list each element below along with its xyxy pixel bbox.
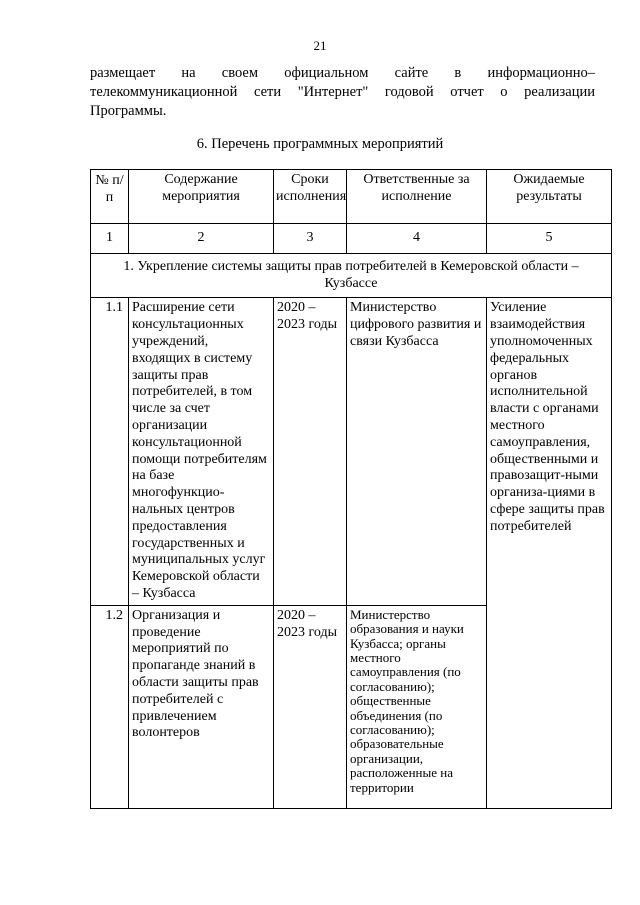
- intro-word: телекоммуникационной: [90, 84, 238, 100]
- header-cell-content: Содержание мероприятия: [129, 170, 274, 224]
- intro-word: реализации: [524, 84, 595, 100]
- header-cell-number: № п/п: [91, 170, 129, 224]
- program-activities-table: [90, 169, 612, 809]
- intro-word: сети: [253, 84, 282, 100]
- column-number: 1: [91, 224, 129, 254]
- section-title: 6. Перечень программных мероприятий: [196, 136, 444, 152]
- section-heading: 1. Укрепление системы защиты прав потребителей в Кемеровской области – Кузбассе: [91, 253, 612, 298]
- row-term: 2020 – 2023 годы: [274, 298, 347, 605]
- header-cell-result: Ожидаемые результаты: [487, 170, 612, 224]
- intro-word: отчет: [450, 84, 484, 100]
- intro-word: в: [454, 65, 462, 81]
- row-content: Организация и проведение мероприятий по пропаганде знаний в области защиты прав потребителей с привлечением волонтеров: [129, 605, 274, 808]
- intro-word: размещает: [90, 65, 156, 81]
- header-cell-responsible: Ответственные за исполнение: [347, 170, 487, 224]
- intro-line-1: [90, 64, 595, 83]
- row-responsible: Министерство образования и науки Кузбасса; органы местного самоуправления (по согласованию); общественные объединения (по согласованию); образовательные организации, расположенные на территории: [347, 605, 487, 808]
- row-responsible: Министерство цифрового развития и связи Кузбасса: [347, 298, 487, 605]
- column-number: 4: [347, 224, 487, 254]
- intro-word: на: [181, 65, 196, 81]
- column-number: 3: [274, 224, 347, 254]
- row-content: Расширение сети консультационных учреждений, входящих в систему защиты прав потребителей, в том числе за счет организации консультационной помощи потребителям на базе многофункцио-нальных центров предоставления государственных и муниципальных услуг Кемеровской области – Кузбасса: [129, 298, 274, 605]
- header-cell-term: Сроки исполнения: [274, 170, 347, 224]
- intro-word: своем: [221, 65, 259, 81]
- column-number: 2: [129, 224, 274, 254]
- intro-word: официальном: [284, 65, 369, 81]
- row-result: Усиление взаимодействия уполномоченных федеральных органов исполнительной власти с органами местного самоуправления, общественными и правозащит-ными организа-циями в сфере защиты прав потребителей: [487, 298, 612, 808]
- page-number: 21: [313, 38, 327, 53]
- table-header-row: [91, 170, 612, 224]
- column-number: 5: [487, 224, 612, 254]
- column-number-row: [91, 224, 612, 254]
- section-heading-row: [91, 253, 612, 298]
- intro-line-2: [90, 83, 595, 102]
- table-row: [91, 298, 612, 605]
- intro-word: "Интернет": [297, 84, 369, 100]
- row-number: 1.1: [91, 298, 129, 605]
- row-number: 1.2: [91, 605, 129, 808]
- intro-line-3: Программы.: [90, 103, 167, 119]
- intro-word: сайте: [394, 65, 429, 81]
- intro-word: информационно–: [487, 65, 595, 81]
- intro-paragraph: [90, 64, 595, 121]
- row-term: 2020 – 2023 годы: [274, 605, 347, 808]
- intro-word: годовой: [384, 84, 434, 100]
- intro-word: о: [500, 84, 508, 100]
